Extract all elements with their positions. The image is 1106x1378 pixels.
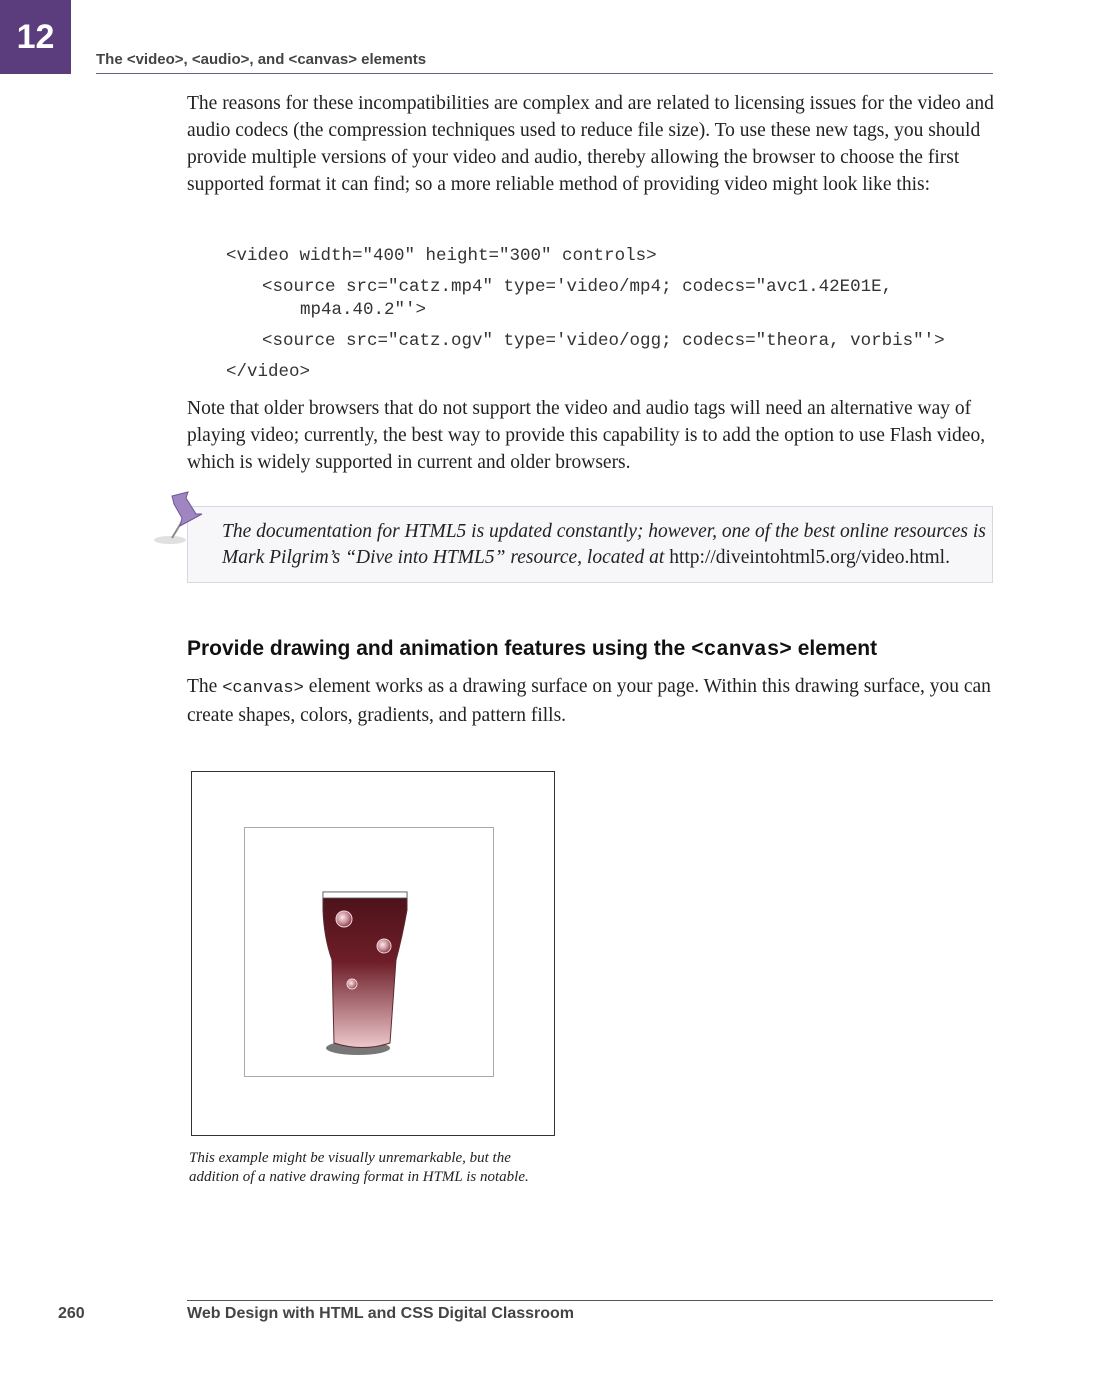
figure-caption: This example might be visually unremarkable, but the addition of a native drawing format in HTML is notable. <box>189 1150 529 1185</box>
section-heading <box>187 637 877 662</box>
chapter-number-tab: 12 <box>0 0 71 74</box>
note-url-link[interactable]: http://diveintohtml5.org/video.html. <box>669 547 950 568</box>
paragraph-older-browsers: Note that older browsers that do not support the video and audio tags will need an alternative way of playing video; currently, the best way to provide this capability is to add the option to use Flash video, which is widely supported in current and older browsers. <box>187 398 986 473</box>
page-number: 260 <box>58 1305 85 1322</box>
section-heading-code: <canvas> <box>691 639 792 662</box>
header-rule <box>96 73 993 74</box>
section-heading-after: element <box>791 637 878 660</box>
book-title: Web Design with HTML and CSS Digital Classroom <box>187 1305 575 1322</box>
code-line-source-mp4: <source src="catz.mp4" type='video/mp4; codecs="avc1.42E01E, <box>262 277 893 297</box>
canvas-intro-before: The <box>187 676 223 697</box>
canvas-intro-code: <canvas> <box>222 679 304 698</box>
running-head: The <video>, <audio>, and <canvas> elements <box>96 51 427 68</box>
paragraph-incompatibilities: The reasons for these incompatibilities are complex and are related to licensing issues for the video and audio codecs (the compression techniques used to reduce file size). To use these new tags, you should provide multiple versions of your video and audio, thereby allowing the browser to choose the first supported format it can find; so a more reliable method of providing video might look like this: <box>187 93 994 195</box>
code-line-source-mp4-cont: mp4a.40.2"'> <box>300 300 427 320</box>
glass-illustration <box>318 888 414 1060</box>
canvas-intro-after: element works as a drawing surface on your page. Within this drawing surface, you can create shapes, colors, gradients, and pattern fills. <box>187 676 991 726</box>
note-body: The documentation for HTML5 is updated constantly; however, one of the best online resources is Mark Pilgrim’s “Dive into HTML5” resource, located at <box>222 521 986 568</box>
code-line-video-open: <video width="400" height="300" controls> <box>226 246 657 266</box>
footer-rule <box>187 1300 993 1301</box>
pushpin-icon <box>150 488 212 550</box>
code-line-video-close: </video> <box>226 362 311 382</box>
paragraph-canvas-intro <box>187 673 997 729</box>
code-line-source-ogv: <source src="catz.ogv" type='video/ogg; codecs="theora, vorbis"'> <box>262 331 945 351</box>
section-heading-before: Provide drawing and animation features using the <box>187 637 692 660</box>
note-text <box>222 519 992 571</box>
